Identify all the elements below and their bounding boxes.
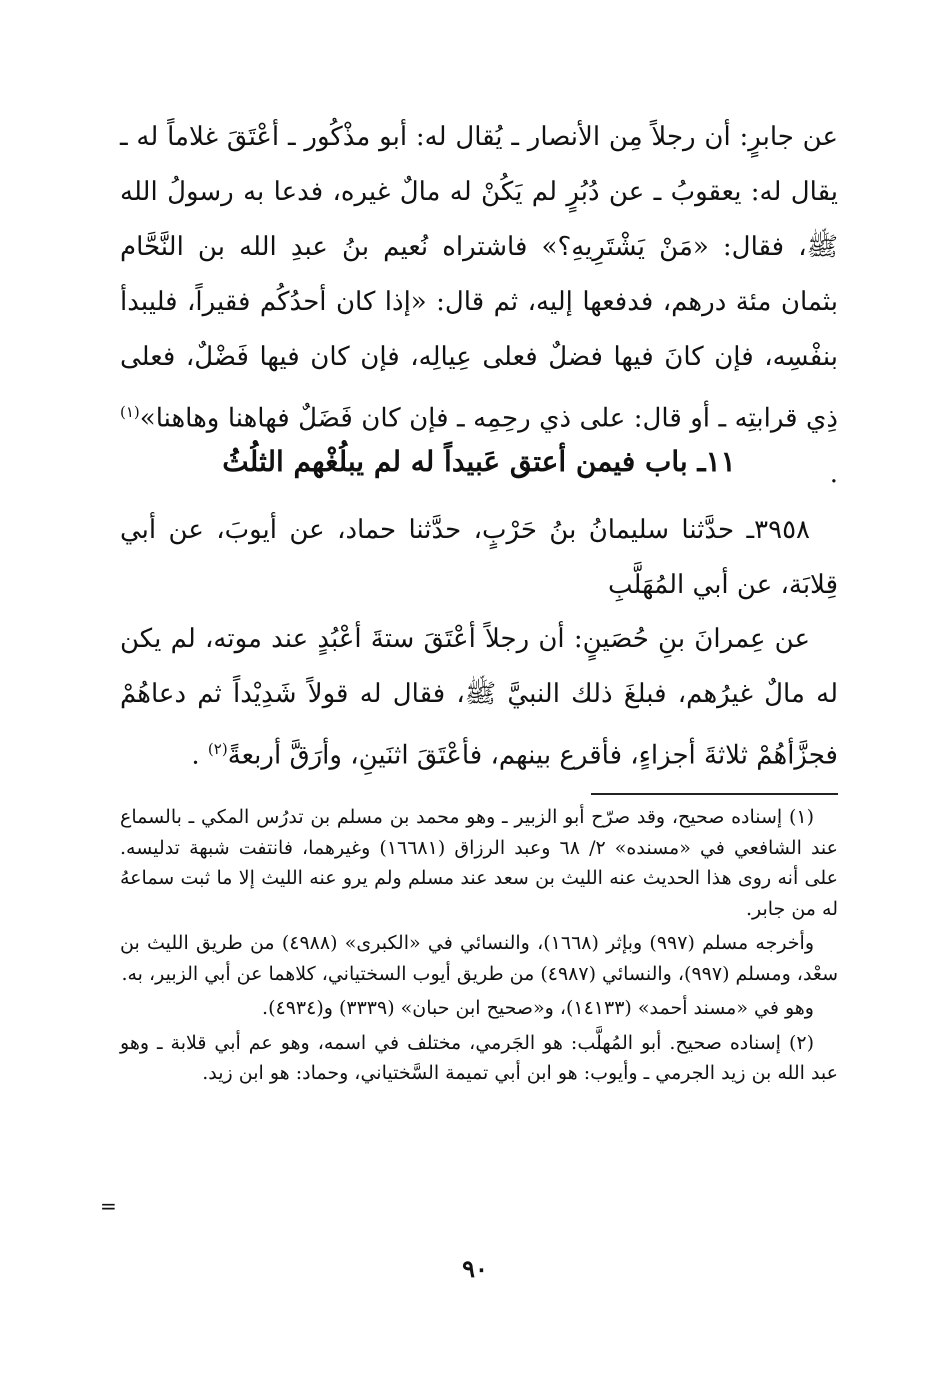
isnad-text: ٣٩٥٨ـ حدَّثنا سليمانُ بنُ حَرْبٍ، حدَّثنا حماد، عن أيوبَ، عن أبي قِلابَة، عن أبي المُهَلَّبِ <box>120 515 838 600</box>
continuation-mark: = <box>100 1194 117 1218</box>
footnotes <box>120 802 838 1093</box>
footnote-1b: وأخرجه مسلم (٩٩٧) وبإثر (١٦٦٨)، والنسائي في «الكبرى» (٤٩٨٨) من طريق الليث بن سعْد، ومسلم (٩٩٧)، والنسائي (٤٩٨٧) من طريق أيوب السختياني، كلاهما عن أبي الزبير، به. <box>120 932 838 985</box>
paragraph-imran-text: عن عِمرانَ بنِ حُصَينٍ: أن رجلاً أعْتَقَ ستةَ أعْبُدٍ عند موته، لم يكن له مالٌ غيرُهم، فبلغَ ذلك النبيَّ ﷺ، فقال له قولاً شَدِيْداً ثم دعاهُمْ فجزَّأهُمْ ثلاثةَ أجزاءٍ، فأقرع بينهم، فأعْتَقَ اثنَينِ، وأرَقَّ أربعةً <box>120 624 838 771</box>
footnote-ref-1: (١) <box>120 403 140 421</box>
paragraph-imran <box>120 612 838 784</box>
footnote-1c: وهو في «مسند أحمد» (١٤١٣٣)، و«صحيح ابن حبان» (٣٣٣٩) و(٤٩٣٤). <box>262 997 814 1019</box>
footnote-separator <box>591 793 838 795</box>
paragraph-imran-end: . <box>191 740 200 771</box>
footnote-2: (٢) إسناده صحيح. أبو المُهلَّب: هو الجَرمي، مختلف في اسمه، وهو عم أبي قلابة ـ وهو عبد الله بن زيد الجرمي ـ وأيوب: هو ابن أبي تميمة السَّختياني، وحماد: هو ابن زيد. <box>120 1031 838 1084</box>
page-number: ٩٠ <box>462 1254 488 1283</box>
hadith-matn <box>120 612 838 784</box>
footnote-ref-2: (٢) <box>207 740 228 758</box>
chapter-heading: ١١ـ باب فيمن أعتق عَبيداً له لم يبلُغْهم الثلُثُ <box>222 445 736 478</box>
hadith-isnad <box>120 503 838 613</box>
paragraph-jabir-text: عن جابرٍ: أن رجلاً مِن الأنصار ـ يُقال له: أبو مذْكُور ـ أعْتَقَ غلاماً له ـ يقال له: يعقوبُ ـ عن دُبُرٍ لم يَكُنْ له مالٌ غيره، فدعا به رسولُ الله ﷺ، فقال: «مَنْ يَشْتَرِيهِ؟» فاشتراه نُعيم بنُ عبدِ الله بن النَّحَّام بثمان مئة درهم، فدفعها إليه، ثم قال: «إذا كان أحدُكُم فقيراً، فليبدأ بنفْسِه، فإن كانَ فيها فضلٌ فعلى عِيالِه، فإن كان فيها فَضْلٌ، فعلى ذِي قرابتِه ـ أو قال: على ذي رحِمِه ـ فإن كان فَضَلٌ فهاهنا وهاهنا» <box>120 122 838 434</box>
paragraph-jabir-end: . <box>829 458 838 489</box>
footnote-1a: (١) إسناده صحيح، وقد صرّح أبو الزبير ـ وهو محمد بن مسلم بن تدرُس المكي ـ بالسماع عند الشافعي في «مسنده» ٢/ ٦٨ وعبد الرزاق (١٦٦٨١) وغيرهما، فانتفت شبهة تدليسه. على أنه روى هذا الحديث عنه الليث بن سعد عند مسلم ولم يرو عنه الليث إلا ما ثبت سماعهُ له من جابر. <box>120 806 839 920</box>
